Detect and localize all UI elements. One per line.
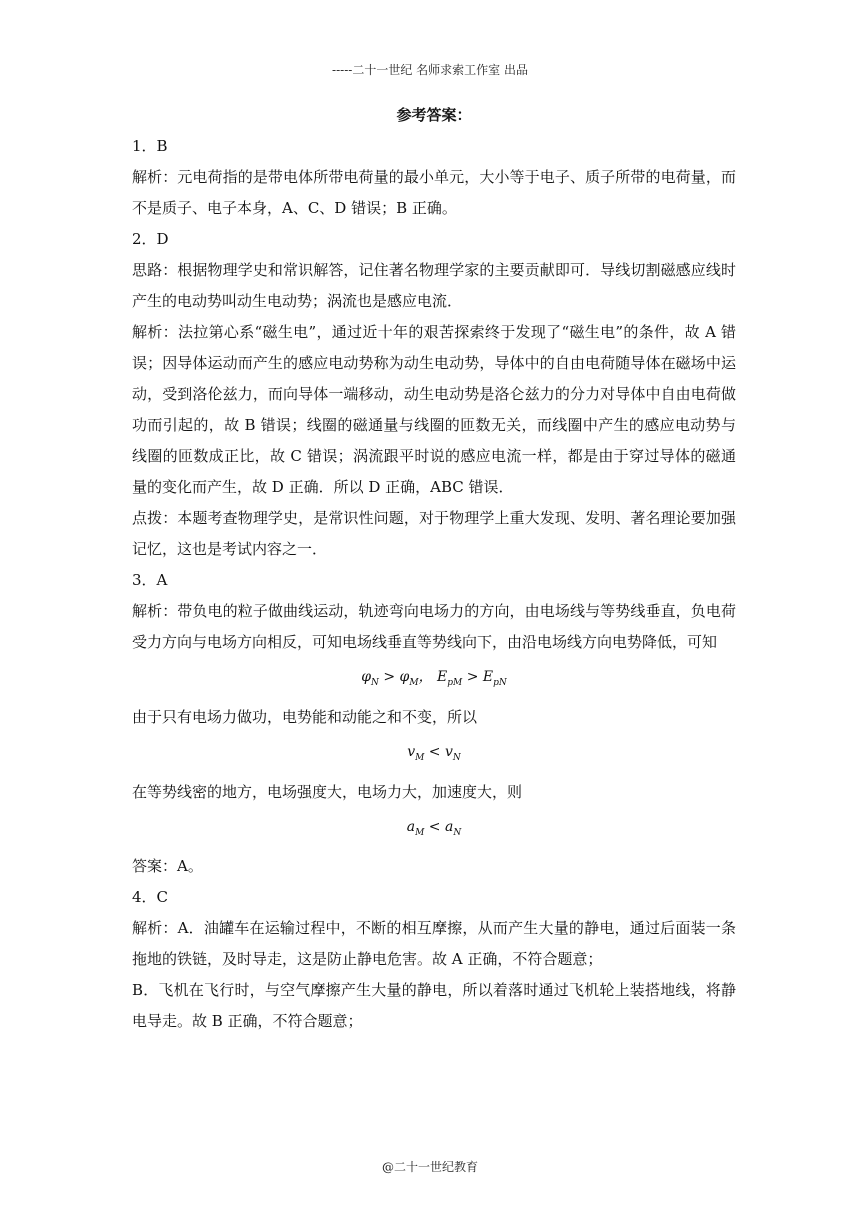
q3-equation-1: $\varphi_N > \varphi_M$， $E_{pM} > E_{pN}$ (361, 669, 507, 688)
q2-number: 2．D (132, 230, 169, 248)
q2-analysis: 解析：法拉第心系“磁生电”，通过近十年的艰苦探索终于发现了“磁生电”的条件，故 A 错误；因导体运动而产生的感应电动势称为动生电动势，导体中的自由电荷随导体在磁场中运动，受到洛伦兹力，而向导体一端移动，动生电动势是洛仑兹力的分力对导体中自由电荷做功而引起的，故 B 错误；线圈的磁通量与线圈的匝数无关，而线圈中产生的感应电动势与线圈的匝数成正比，故 C 错误；涡流跟平时说的感应电流一样，都是由于穿过导体的磁通量的变化而产生，故 D 正确．所以 D 正确，ABC 错误． (132, 323, 736, 496)
answer-title: 参考答案： (396, 106, 472, 124)
q1-analysis: 解析：元电荷指的是带电体所带电荷量的最小单元，大小等于电子、质子所带的电荷量，而不是质子、电子本身，A、C、D 错误；B 正确。 (132, 168, 736, 217)
q4-number: 4．C (132, 888, 169, 907)
page-footer: @二十一世纪教育 (381, 1160, 478, 1174)
q3-number: 3．A (132, 571, 168, 589)
q2-tip: 点拨：本题考查物理学史，是常识性问题，对于物理学上重大发现、发明、著名理论要加强记忆，这也是考试内容之一． (132, 509, 736, 558)
q3-equation-2: $v_M < v_N$ (407, 743, 461, 763)
q3-answer: 答案：A。 (132, 857, 203, 876)
q4-analysis-a: 解析：A．油罐车在运输过程中，不断的相互摩擦，从而产生大量的静电，通过后面装一条拖地的铁链，及时导走，这是防止静电危害。故 A 正确，不符合题意； (132, 919, 736, 969)
q1-number: 1．B (132, 137, 168, 155)
q2-idea: 思路：根据物理学史和常识解答，记住著名物理学家的主要贡献即可．导线切割磁感应线时产生的电动势叫动生电动势；涡流也是感应电流． (132, 261, 736, 310)
q3-text-2: 由于只有电场力做功，电势能和动能之和不变，所以 (132, 707, 478, 726)
q3-equation-3: $a_M < a_N$ (406, 818, 462, 838)
q3-text-3: 在等势线密的地方，电场强度大，电场力大，加速度大，则 (132, 782, 523, 801)
q3-analysis: 解析：带负电的粒子做曲线运动，轨迹弯向电场力的方向，由电场线与等势线垂直，负电荷受力方向与电场方向相反，可知电场线垂直等势线向下，由沿电场线方向电势降低，可知 (132, 602, 736, 651)
answer-content (132, 100, 736, 1037)
page-header: -----二十一世纪 名师求索工作室 出品 (332, 63, 528, 77)
q4-analysis-b: B．飞机在飞行时，与空气摩擦产生大量的静电，所以着落时通过飞机轮上装搭地线，将静电导走。故 B 正确，不符合题意； (132, 981, 736, 1031)
